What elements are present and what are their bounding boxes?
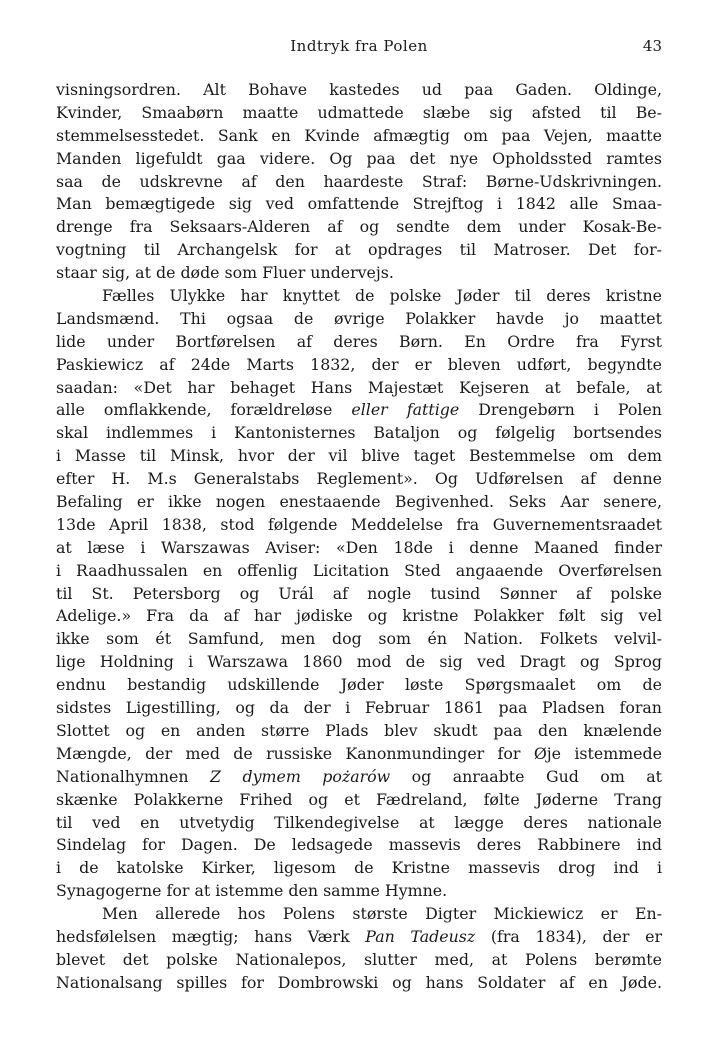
text-line: i Masse til Minsk, hvor der vil blive taget Bestemmelse om dem <box>56 446 662 466</box>
text-run: og anraabte Gud om at <box>390 766 663 786</box>
text-line: Paskiewicz af 24de Marts 1832, der er bleven udført, begyndte <box>56 354 662 374</box>
text-line: Man bemægtigede sig ved omfattende Strejftog i 1842 alle Smaa- <box>56 194 662 214</box>
text-line: i Raadhussalen en offenlig Licitation Sted angaaende Overførelsen <box>56 560 662 580</box>
text-line: Sindelag for Dagen. De ledsagede massevis deres Rabbinere ind <box>56 835 662 855</box>
text-line: saa de udskrevne af den haardeste Straf: Børne-Udskrivningen. <box>56 171 662 191</box>
text-line: i de katolske Kirker, ligesom de Kristne massevis drog ind i <box>56 858 662 878</box>
text-line <box>56 399 662 422</box>
paragraph-start-line: Fælles Ulykke har knyttet de polske Jøder til deres kristne <box>102 286 662 306</box>
text-line: saadan: «Det har behaget Hans Majestæt Kejseren at befale, at <box>56 377 662 397</box>
text-line: endnu bestandig udskillende Jøder løste Spørgsmaalet om de <box>56 675 662 695</box>
text-line: 13de April 1838, stod følgende Meddelelse fra Guvernementsraadet <box>56 514 662 534</box>
text-line: skal indlemmes i Kantonisternes Bataljon og følgelig bortsendes <box>56 423 662 443</box>
text-run: hedsfølelsen mægtig; hans Værk <box>56 926 366 946</box>
page-number: 43 <box>642 37 662 55</box>
book-page <box>56 0 662 1037</box>
text-line: stemmelsesstedet. Sank en Kvinde afmægtig om paa Vejen, maatte <box>56 125 662 145</box>
text-line: visningsordren. Alt Bohave kastedes ud paa Gaden. Oldinge, <box>56 80 662 99</box>
text-line: sidstes Ligestilling, og da der i Februar 1861 paa Pladsen foran <box>56 698 662 718</box>
body-text <box>56 79 662 995</box>
text-line: Befaling er ikke nogen enestaaende Begivenhed. Seks Aar senere, <box>56 492 662 512</box>
text-line: blevet det polske Nationalepos, slutter med, at Polens berømte <box>56 949 662 969</box>
text-line: lige Holdning i Warszawa 1860 mod de sig ved Dragt og Sprog <box>56 652 662 672</box>
text-line <box>56 766 662 789</box>
text-line: til ved en utvetydig Tilkendegivelse at lægge deres nationale <box>56 812 662 832</box>
text-run: Drengebørn i Polen <box>459 400 662 420</box>
text-line: Landsmænd. Thi ogsaa de øvrige Polakker havde jo maattet <box>56 308 662 328</box>
text-run: alle omflakkende, forældreløse <box>56 400 352 420</box>
paragraph-start-line: Men allerede hos Polens største Digter Mickiewicz er En- <box>102 904 662 924</box>
text-line: vogtning til Archangelsk for at opdrages til Matroser. Det for- <box>56 240 662 260</box>
text-line: Kvinder, Smaabørn maatte udmattede slæbe sig afsted til Be- <box>56 102 662 122</box>
text-line: at læse i Warszawas Aviser: «Den 18de i denne Maaned finder <box>56 537 662 557</box>
running-title: Indtryk fra Polen <box>290 37 428 55</box>
italic-phrase: Pan Tadeusz <box>365 926 476 946</box>
italic-phrase: Z dymem pożarów <box>210 766 391 786</box>
text-line: Adelige.» Fra da af har jødiske og kristne Polakker følt sig vel <box>56 606 662 626</box>
text-line: Manden ligefuldt gaa videre. Og paa det nye Opholdssted ramtes <box>56 148 662 168</box>
text-line: efter H. M.s Generalstabs Reglement». Og Udførelsen af denne <box>56 469 662 489</box>
text-run: Nationalhymnen <box>56 766 211 786</box>
text-line: ikke som ét Samfund, men dog som én Nation. Folkets velvil- <box>56 629 662 649</box>
text-line: skænke Polakkerne Frihed og et Fædreland, følte Jøderne Trang <box>56 789 662 809</box>
text-run: (fra 1834), der er <box>475 926 663 946</box>
text-line: Nationalsang spilles for Dombrowski og hans Soldater af en Jøde. <box>56 972 662 992</box>
text-line: Mængde, der med de russiske Kanonmundinger for Øje istemmede <box>56 743 662 763</box>
text-line: til St. Petersborg og Urál af nogle tusind Sønner af polske <box>56 583 662 603</box>
text-line <box>56 926 662 949</box>
text-line: drenge fra Seksaars-Alderen af og sendte dem under Kosak-Be- <box>56 217 662 237</box>
text-line: Synagogerne for at istemme den samme Hymne. <box>56 881 448 901</box>
text-line: staar sig, at de døde som Fluer undervejs. <box>56 263 394 283</box>
page-header <box>56 36 662 56</box>
text-line: Slottet og en anden større Plads blev skudt paa den knælende <box>56 720 662 740</box>
italic-phrase: eller fattige <box>351 400 460 420</box>
text-line: lide under Bortførelsen af deres Børn. En Ordre fra Fyrst <box>56 331 662 351</box>
